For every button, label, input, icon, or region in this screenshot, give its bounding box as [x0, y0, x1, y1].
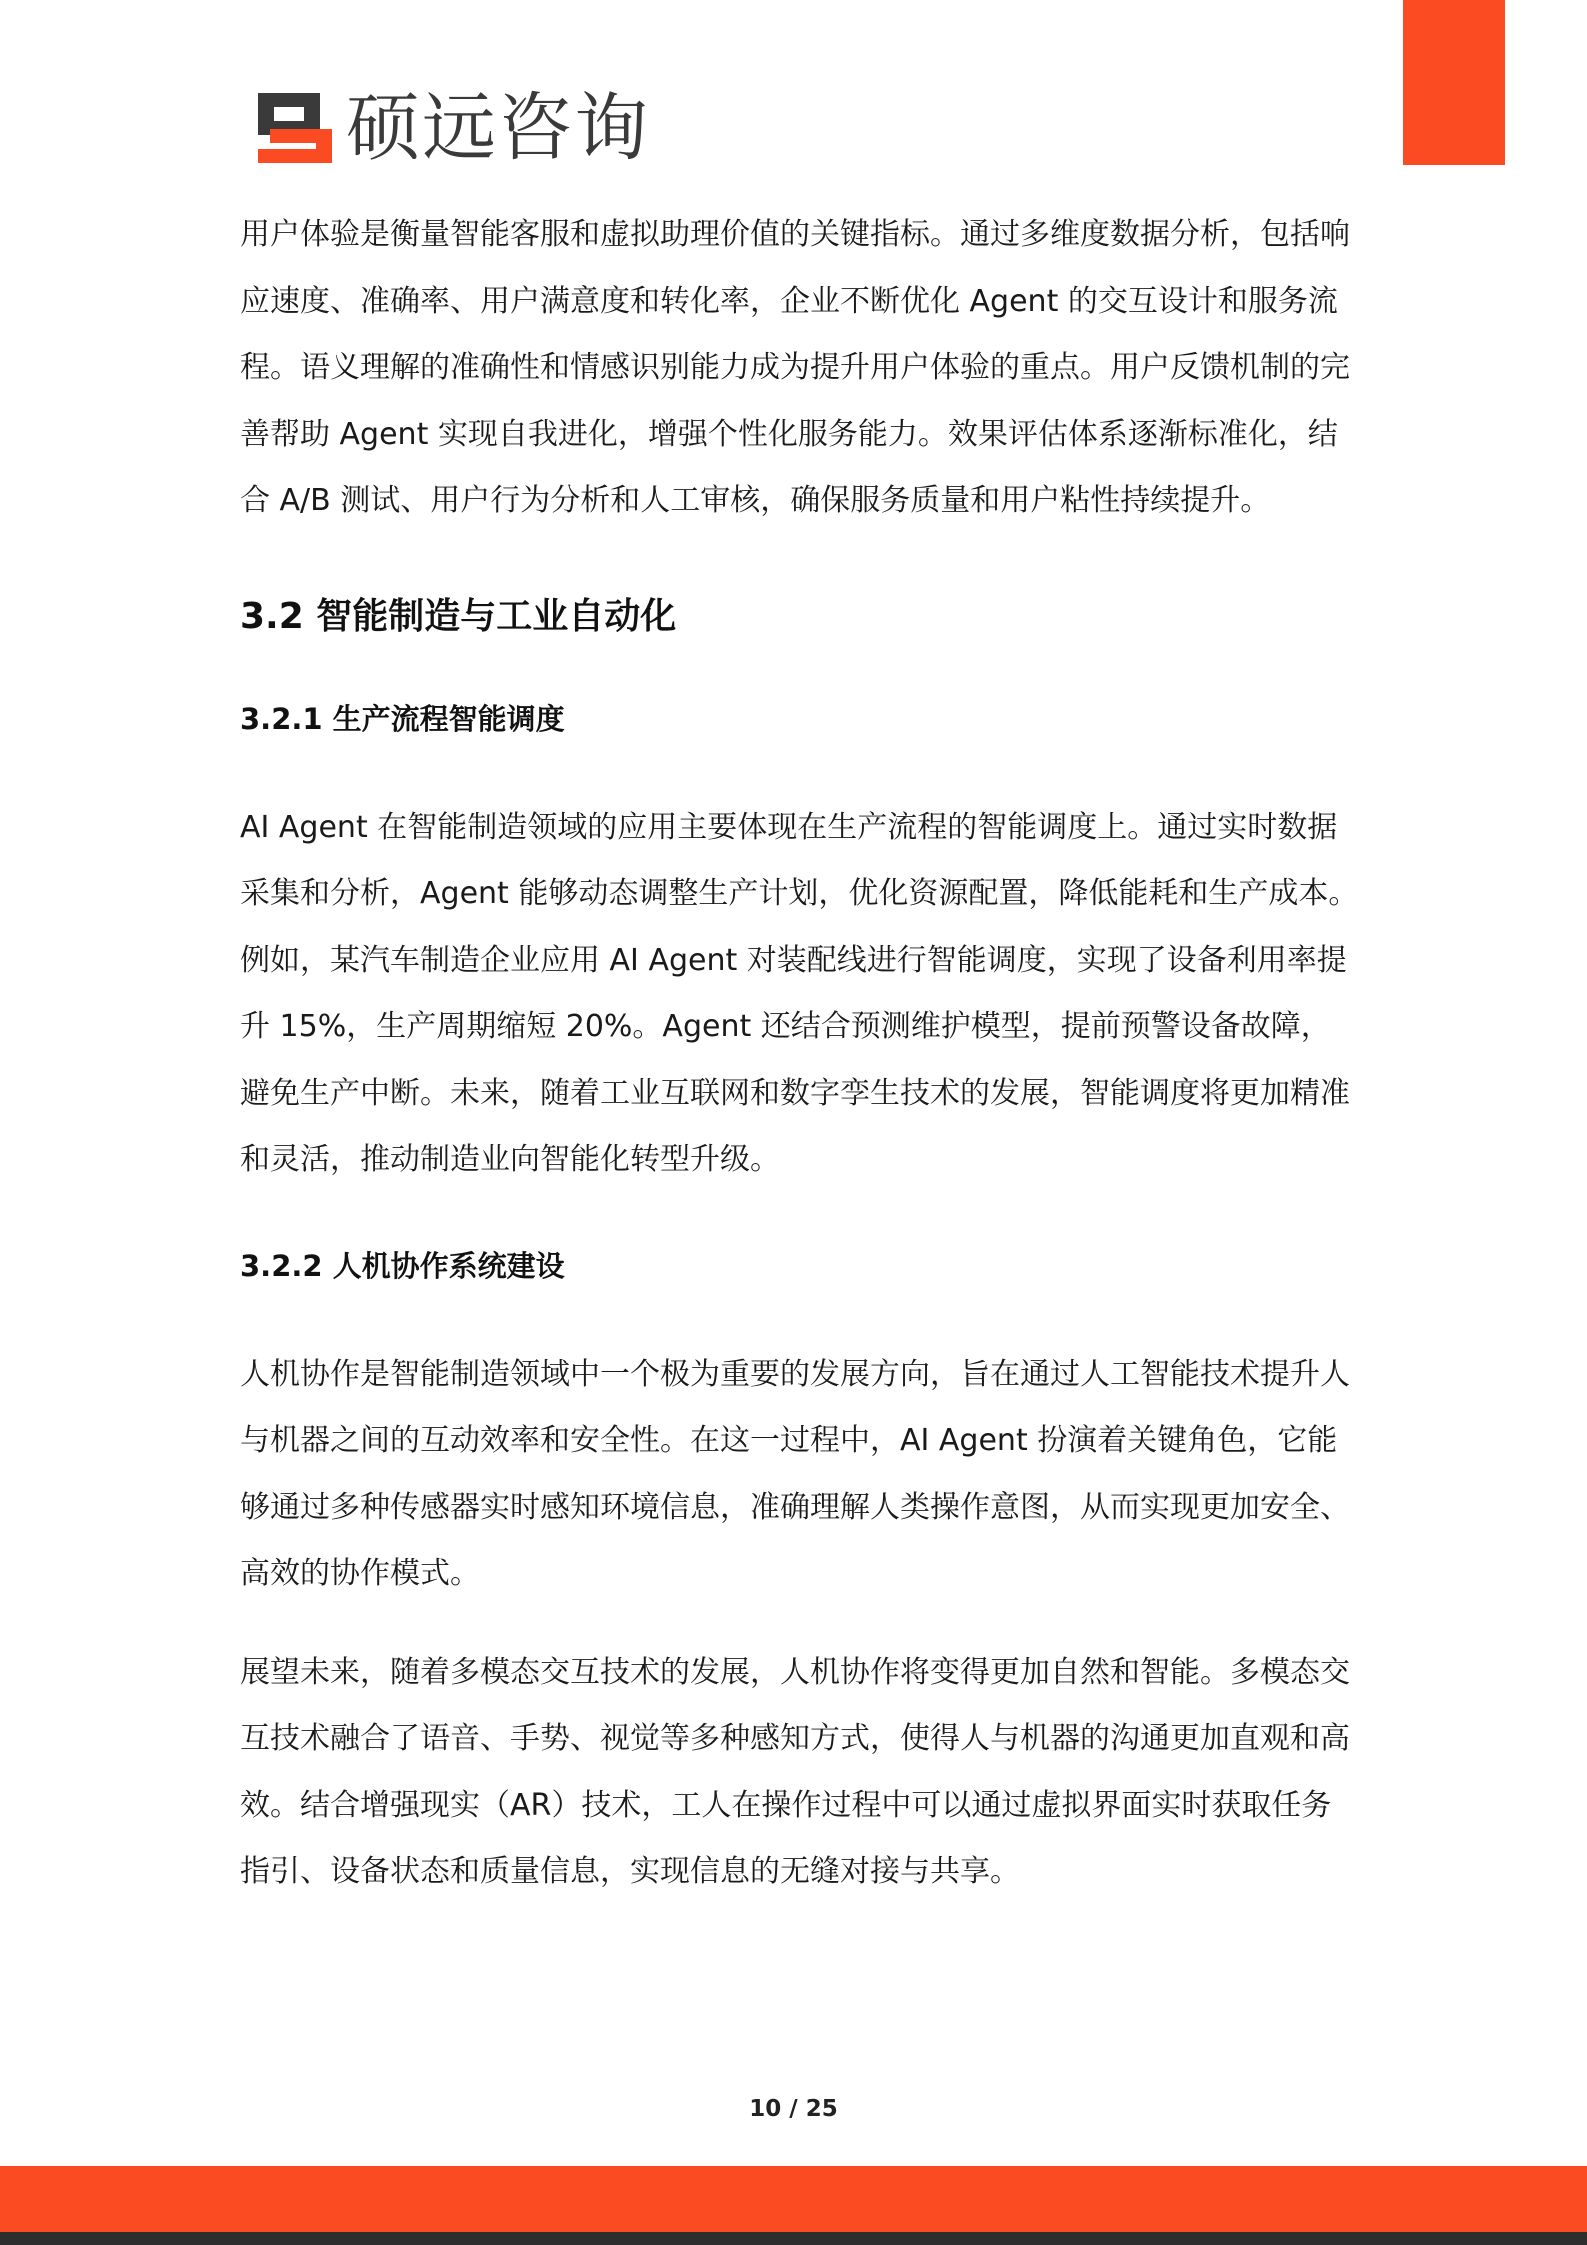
page-number: 10 / 25: [749, 2096, 838, 2122]
brand-logo-mark-icon: [258, 93, 332, 163]
paragraph-outlook: 展望未来，随着多模态交互技术的发展，人机协作将变得更加自然和智能。多模态交互技术融合了语音、手势、视觉等多种感知方式，使得人与机器的沟通更加直观和高效。结合增强现实（AR）技术，工人在操作过程中可以通过虚拟界面实时获取任务指引、设备状态和质量信息，实现信息的无缝对接与共享。: [240, 1654, 1350, 1889]
footer-accent-bar: [0, 2166, 1587, 2232]
paragraph-user-experience: 用户体验是衡量智能客服和虚拟助理价值的关键指标。通过多维度数据分析，包括响应速度、准确率、用户满意度和转化率，企业不断优化 Agent 的交互设计和服务流程。语义理解的准确性和情感识别能力成为提升用户体验的重点。用户反馈机制的完善帮助 Agent 实现自我进化，增强个性化服务能力。效果评估体系逐渐标准化，结合 A/B 测试、用户行为分析和人工审核，确保服务质量和用户粘性持续提升。: [240, 217, 1350, 518]
paragraph-human-machine-collaboration: 人机协作是智能制造领域中一个极为重要的发展方向，旨在通过人工智能技术提升人与机器之间的互动效率和安全性。在这一过程中，AI Agent 扮演着关键角色，它能够通过多种传感器实时感知环境信息，准确理解人类操作意图，从而实现更加安全、高效的协作模式。: [240, 1356, 1350, 1591]
footer-dark-strip: [0, 2232, 1587, 2245]
brand-logo: [258, 85, 650, 171]
paragraph-production-scheduling: AI Agent 在智能制造领域的应用主要体现在生产流程的智能调度上。通过实时数据采集和分析，Agent 能够动态调整生产计划，优化资源配置，降低能耗和生产成本。例如，某汽车制造企业应用 AI Agent 对装配线进行智能调度，实现了设备利用率提升 15%，生产周期缩短 20%。Agent 还结合预测维护模型，提前预警设备故障，避免生产中断。未来，随着工业互联网和数字孪生技术的发展，智能调度将更加精准和灵活，推动制造业向智能化转型升级。: [240, 809, 1359, 1177]
subsection-heading-scheduling: 3.2.1 生产流程智能调度: [240, 701, 565, 736]
document-body: [240, 200, 1360, 1906]
subsection-heading-collaboration: 3.2.2 人机协作系统建设: [240, 1248, 565, 1283]
corner-accent-tab: [1403, 0, 1505, 165]
section-heading: 3.2 智能制造与工业自动化: [240, 595, 677, 637]
brand-name: 硕远咨询: [346, 85, 650, 171]
